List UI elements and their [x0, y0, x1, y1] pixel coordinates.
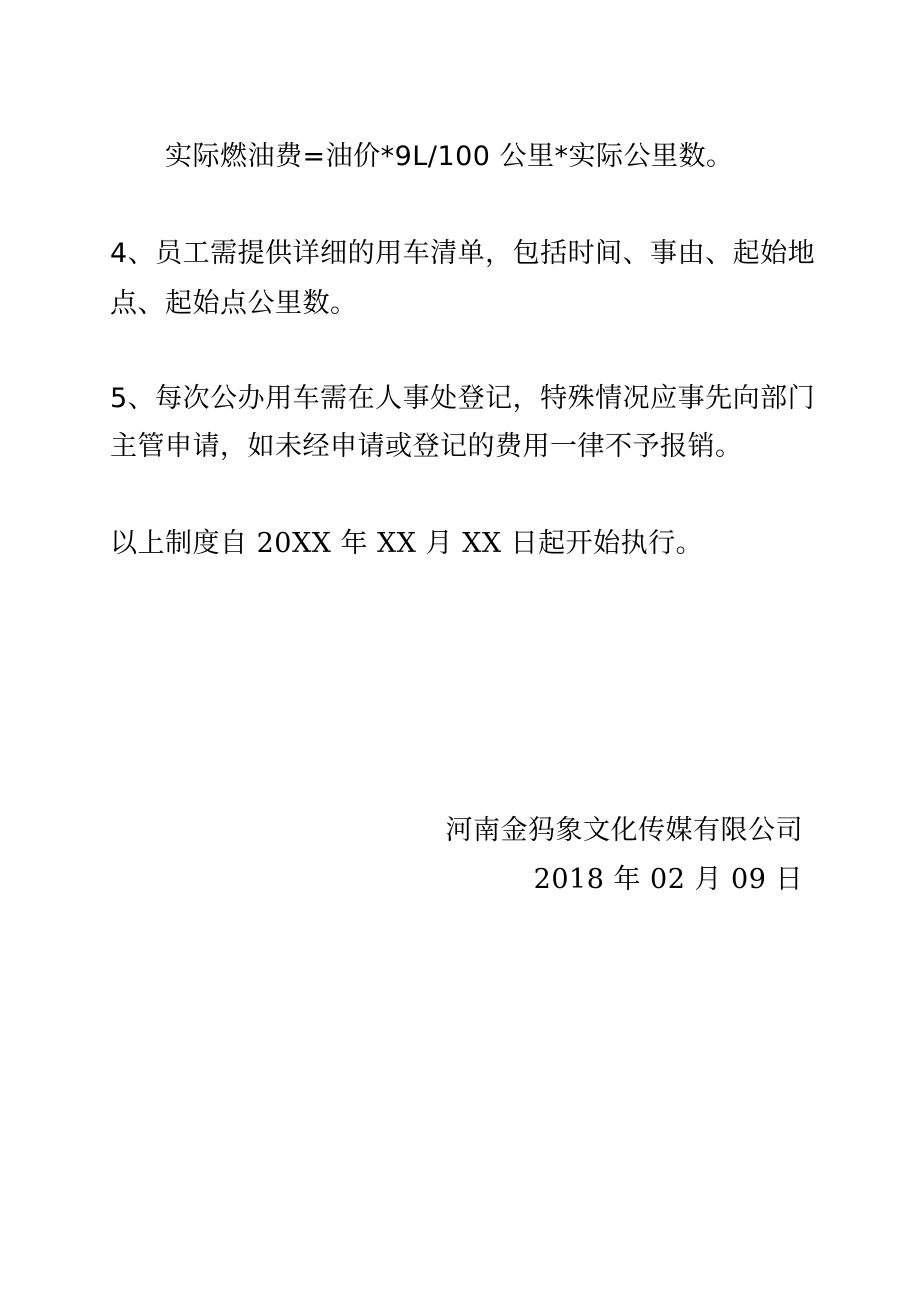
item-5-line-1: 5、每次公办用车需在人事处登记，特殊情况应事先向部门 [110, 383, 816, 414]
fuel-cost-formula: 实际燃油费=油价*9L/100 公里*实际公里数。 [165, 141, 734, 172]
company-name: 河南金犸象文化传媒有限公司 [445, 815, 803, 846]
item-4-line-1: 4、员工需提供详细的用车清单，包括时间、事由、起始地 [110, 238, 816, 269]
effective-date-statement: 以上制度自 20XX 年 XX 月 XX 日起开始执行。 [110, 528, 704, 559]
signature-date: 2018 年 02 月 09 日 [533, 864, 803, 895]
item-5-line-2: 主管申请，如未经申请或登记的费用一律不予报销。 [110, 431, 743, 462]
item-4-line-2: 点、起始点公里数。 [110, 288, 358, 319]
